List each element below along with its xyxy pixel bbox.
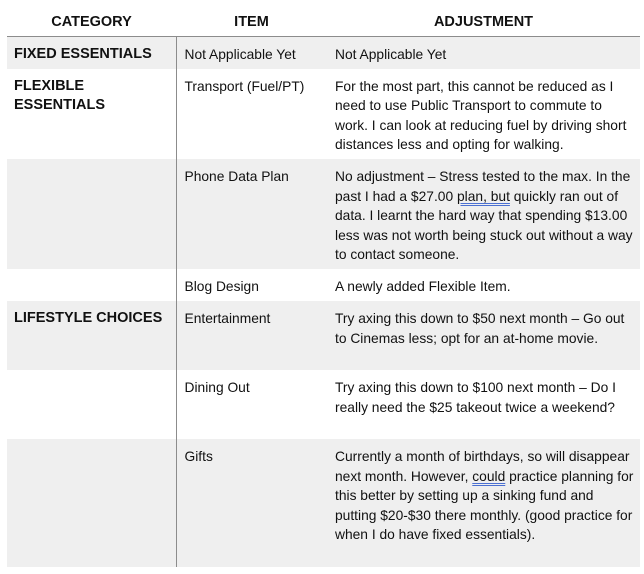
adjustment-text: Currently a month of birthdays, so will disappear next month. However, [335,448,630,484]
header-adjustment: ADJUSTMENT [327,8,640,37]
budget-adjustment-table [7,8,640,567]
item-cell: Not Applicable Yet [176,37,327,69]
adjustment-text: quickly ran out of data. I learnt the hard way that spending $13.00 less was not worth being stuck out without a way to contact someone. [335,188,633,263]
table-row [7,269,640,301]
adjustment-cell: Not Applicable Yet [327,37,640,69]
adjustment-text: No adjustment – Stress tested to the max. In the past I had a $27.00 [335,168,631,204]
category-cell: LIFESTYLE CHOICES [7,301,176,370]
grammar-underlined-text: could [472,468,506,484]
item-cell: Phone Data Plan [176,159,327,269]
table-row [7,301,640,370]
adjustment-cell: Try axing this down to $50 next month – Go out to Cinemas less; opt for an at-home movie. [327,301,640,370]
item-cell: Dining Out [184,379,250,395]
table-row [7,439,640,567]
adjustment-cell [327,159,640,269]
category-cell: FIXED ESSENTIALS [7,37,176,69]
adjustment-cell [327,439,640,567]
category-cell [7,269,176,301]
adjustment-text: practice planning for this better by setting up a sinking fund and putting $20-$30 there monthly. (good practice for when I do have fixed essentials). [335,468,634,543]
item-cell: Gifts [176,439,327,567]
item-cell: Entertainment [176,301,327,370]
table-row [7,69,640,159]
adjustment-cell: Try axing this down to $100 next month – Do I really need the $25 takeout twice a weekend? [335,379,616,415]
header-category: CATEGORY [7,8,176,37]
item-cell: Blog Design [184,278,259,294]
category-cell: FLEXIBLE ESSENTIALS [7,69,176,159]
table-row [7,159,640,269]
item-cell: Transport (Fuel/PT) [184,78,305,94]
header-item: ITEM [176,8,327,37]
grammar-underlined-text: plan, but [456,188,510,204]
category-cell [7,159,176,269]
category-cell [7,370,176,439]
header-row [7,8,640,37]
adjustment-cell: A newly added Flexible Item. [335,278,511,294]
table-row [7,370,640,439]
table-row [7,37,640,69]
category-cell [7,439,176,567]
adjustment-cell: For the most part, this cannot be reduced as I need to use Public Transport to commute to work. I can look at reducing fuel by driving short distances less and opting for walking. [335,78,627,153]
